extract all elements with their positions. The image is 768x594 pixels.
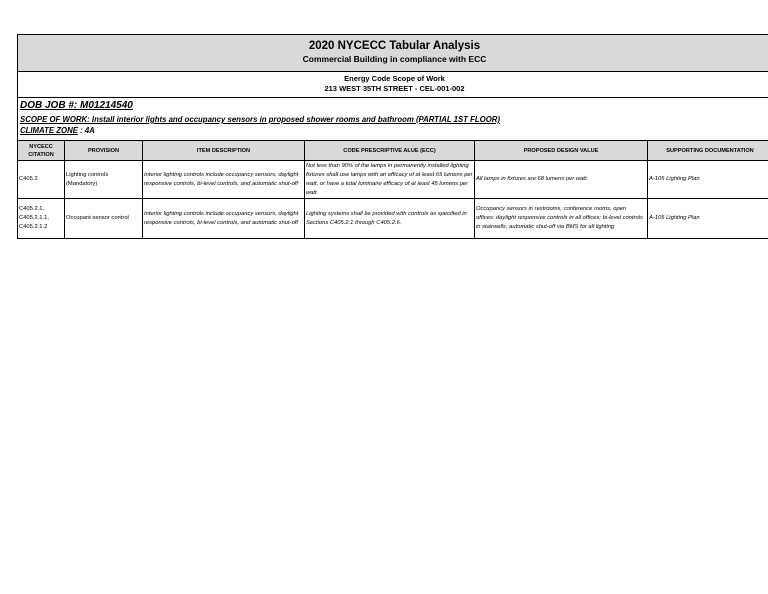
header-proposed-value: PROPOSED DESIGN VALUE xyxy=(475,141,648,161)
cell-item-description: Interior lighting controls include occupancy sensors, daylight responsive controls, bi-level controls, and automatic shut-off xyxy=(143,199,305,239)
scope-of-work: SCOPE OF WORK: Install interior lights and occupancy sensors in proposed shower rooms and bathroom (PARTIAL 1ST FLOOR) xyxy=(20,115,500,124)
cell-provision: Lighting controls (Mandatory) xyxy=(65,161,143,199)
cell-code-value: Lighting systems shall be provided with controls as specified in Sections C405.2.1 through C405.2.6. xyxy=(305,199,475,239)
page-title: 2020 NYCECC Tabular Analysis xyxy=(308,40,481,52)
cell-supporting-doc: A-105 Lighting Plan xyxy=(648,161,768,199)
table-header-row xyxy=(18,141,768,161)
table-row xyxy=(18,199,768,239)
header-citation: NYCECC CITATION xyxy=(18,141,65,161)
cell-supporting-doc: A-105 Lighting Plan xyxy=(648,199,768,239)
scope-header-band xyxy=(17,72,768,98)
cell-provision: Occupant sensor control xyxy=(65,199,143,239)
header-item-description: ITEM DESCRIPTION xyxy=(143,141,305,161)
cell-citation: C405.2 xyxy=(18,161,65,199)
analysis-table xyxy=(17,140,768,239)
climate-zone xyxy=(20,126,95,135)
header-code-value: CODE PRESCRIPTIVE ALUE (ECC) xyxy=(305,141,475,161)
header-provision: PROVISION xyxy=(65,141,143,161)
cell-citation: C405.2.1, C405.2.1.1, C405.2.1.2 xyxy=(18,199,65,239)
cell-code-value: Not less than 90% of the lamps in permanently installed lighting fixtures shall use lamps with an efficacy of at least 65 lumens per watt, or have a total luminaire efficacy of at least 45 lumens per watt. xyxy=(305,161,475,199)
header-supporting-doc: SUPPORTING DOCUMENTATION xyxy=(648,141,768,161)
climate-zone-value: : 4A xyxy=(77,126,95,135)
cell-item-description: Interior lighting controls include occupancy sensors, daylight responsive controls, bi-level controls, and automatic shut-off xyxy=(143,161,305,199)
scope-heading: Energy Code Scope of Work xyxy=(344,74,445,83)
title-band xyxy=(17,34,768,72)
project-address: 213 WEST 35TH STREET - CEL-001-002 xyxy=(324,84,465,93)
project-info xyxy=(17,98,768,140)
dob-job-number: DOB JOB #: M01214540 xyxy=(20,100,133,111)
table-row xyxy=(18,161,768,199)
page-subtitle: Commercial Building in compliance with ECC xyxy=(302,54,487,64)
climate-zone-label: CLIMATE ZONE xyxy=(20,126,78,135)
cell-proposed-value: Occupancy sensors in restrooms, conference rooms, open offices; daylight responsive controls in all offices; bi-level controls in stairwells; automatic shut-off via BMS for all lighting xyxy=(475,199,648,239)
cell-proposed-value: All lamps in fixtures are 68 lumens per watt. xyxy=(475,161,648,199)
